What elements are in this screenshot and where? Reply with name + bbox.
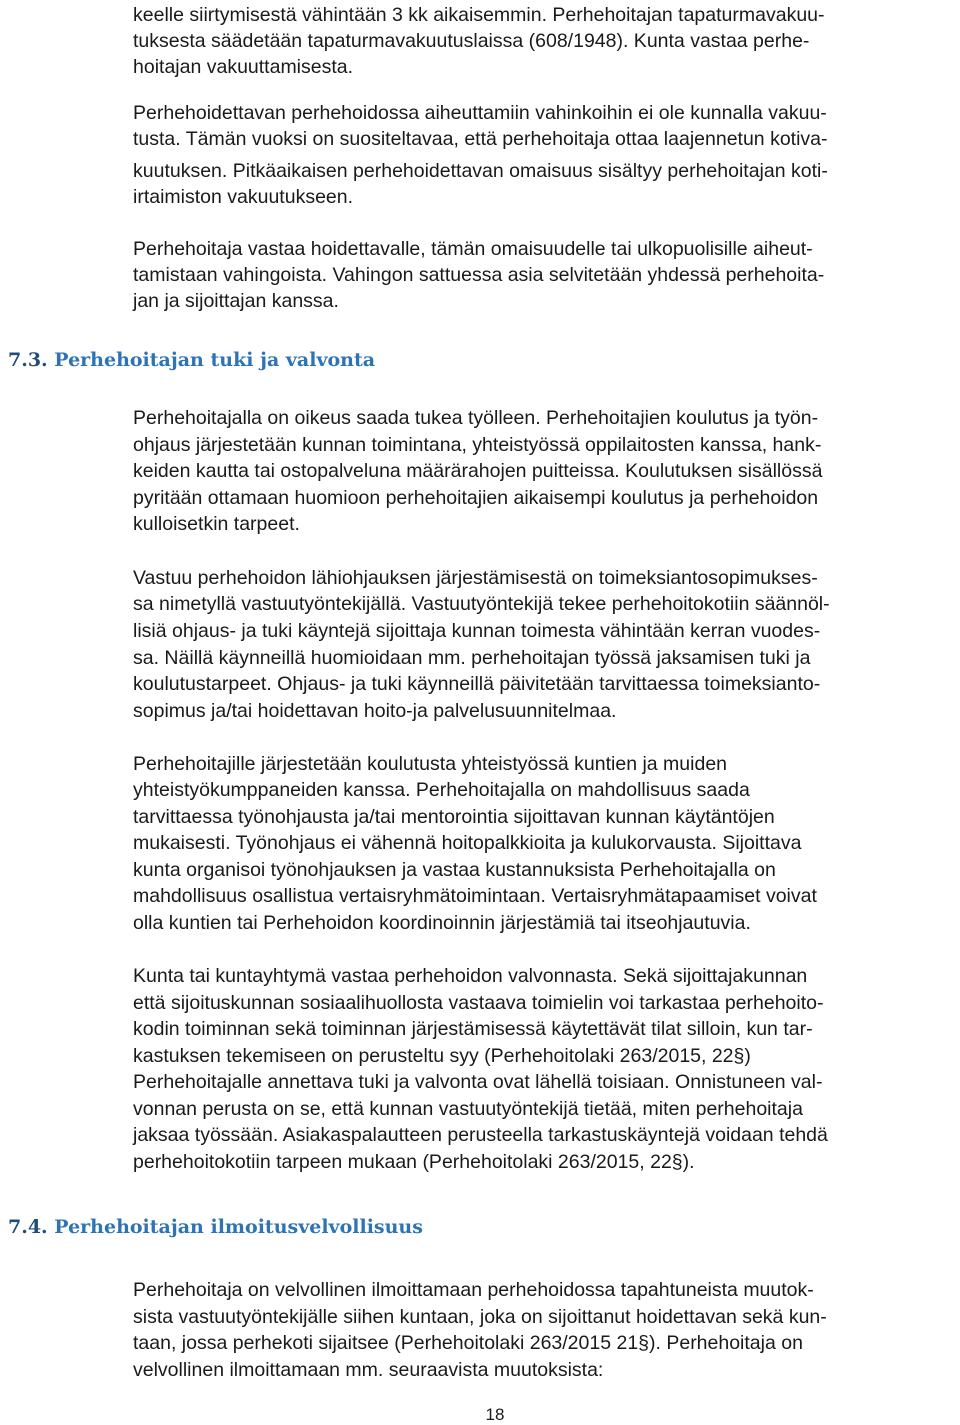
text-line: vonnan perusta on se, että kunnan vastuutyöntekijä tietää, miten perhehoitaja [133, 1098, 803, 1120]
text-line: kodin toiminnan sekä toiminnan järjestämisessä käytettävät tilat silloin, kun tar- [133, 1018, 813, 1040]
text-line: jan ja sijoittajan kanssa. [133, 290, 339, 312]
text-line: Kunta tai kuntayhtymä vastaa perhehoidon valvonnasta. Sekä sijoittajakunnan [133, 965, 808, 987]
text-line: sa. Näillä käynneillä huomioidaan mm. perhehoitajan työssä jaksamisen tuki ja [133, 647, 811, 669]
section-title: Perhehoitajan ilmoitusvelvollisuus [54, 1216, 423, 1238]
text-line: ohjaus järjestetään kunnan toimintana, yhteistyössä oppilaitosten kanssa, hank- [133, 434, 822, 456]
text-line: Vastuu perhehoidon lähiohjauksen järjestämisestä on toimeksiantosopimukses- [133, 567, 818, 589]
text-line: keelle siirtymisestä vähintään 3 kk aikaisemmin. Perhehoitajan tapaturmavakuu- [133, 4, 825, 26]
text-line: taan, jossa perhekoti sijaitsee (Perhehoitolaki 263/2015 21§). Perhehoitaja on [133, 1332, 803, 1354]
text-line: sista vastuutyöntekijälle siihen kuntaan, joka on sijoittanut hoidettavan sekä kun- [133, 1306, 827, 1328]
text-line: velvollinen ilmoittamaan mm. seuraavista muutoksista: [133, 1359, 604, 1381]
text-line: Perhehoitajille järjestetään koulutusta yhteistyössä kuntien ja muiden [133, 753, 728, 775]
text-line: yhteistyökumppaneiden kanssa. Perhehoitajalla on mahdollisuus saada [133, 779, 750, 801]
text-line: keiden kautta tai ostopalveluna määrärahojen puitteissa. Koulutuksen sisällössä [133, 460, 823, 482]
text-line: sa nimetyllä vastuutyöntekijällä. Vastuutyöntekijä tekee perhehoitokotiin säännöl- [133, 593, 830, 615]
text-line: kunta organisoi työnohjauksen ja vastaa kustannuksista Perhehoitajalla on [133, 859, 776, 881]
text-line: tusta. Tämän vuoksi on suositeltavaa, että perhehoitaja ottaa laajennetun kotiva- [133, 128, 828, 150]
text-line: Perhehoidettavan perhehoidossa aiheuttamiin vahinkoihin ei ole kunnalla vakuu- [133, 102, 827, 124]
section-number: 7.4. [8, 1216, 48, 1238]
text-line: mukaisesti. Työnohjaus ei vähennä hoitopalkkioita ja kulukorvausta. Sijoittava [133, 832, 802, 854]
text-line: tamistaan vahingoista. Vahingon sattuessa asia selvitetään yhdessä perhehoita- [133, 264, 825, 286]
text-line: Perhehoitajalle annettava tuki ja valvonta ovat lähellä toisiaan. Onnistuneen val- [133, 1071, 823, 1093]
text-line: kastuksen tekemiseen on perusteltu syy (Perhehoitolaki 263/2015, 22§) [133, 1045, 751, 1067]
section-number: 7.3. [8, 349, 48, 371]
text-line: perhehoitokotiin tarpeen mukaan (Perhehoitolaki 263/2015, 22§). [133, 1151, 695, 1173]
text-line: irtaimiston vakuutukseen. [133, 186, 354, 208]
text-line: kulloisetkin tarpeet. [133, 513, 300, 535]
text-line: mahdollisuus osallistua vertaisryhmätoimintaan. Vertaisryhmätapaamiset voivat [133, 885, 817, 907]
text-line: Perhehoitaja on velvollinen ilmoittamaan perhehoidossa tapahtuneista muutok- [133, 1279, 814, 1301]
text-line: että sijoituskunnan sosiaalihuollosta vastaava toimielin voi tarkastaa perhehoito- [133, 992, 824, 1014]
text-line: Perhehoitaja vastaa hoidettavalle, tämän omaisuudelle tai ulkopuolisille aiheut- [133, 238, 813, 260]
text-line: olla kuntien tai Perhehoidon koordinoinnin järjestämiä tai itseohjautuvia. [133, 912, 751, 934]
text-line: pyritään ottamaan huomioon perhehoitajien aikaisempi koulutus ja perhehoidon [133, 487, 819, 509]
page-number: 18 [485, 1405, 505, 1424]
text-line: tuksesta säädetään tapaturmavakuutuslaissa (608/1948). Kunta vastaa perhe- [133, 30, 810, 52]
text-line: hoitajan vakuuttamisesta. [133, 56, 354, 78]
section-title: Perhehoitajan tuki ja valvonta [54, 349, 376, 371]
section-heading-7-3 [8, 347, 375, 373]
text-line: sopimus ja/tai hoidettavan hoito-ja palvelusuunnitelmaa. [133, 700, 617, 722]
text-line: Perhehoitajalla on oikeus saada tukea työlleen. Perhehoitajien koulutus ja työn- [133, 407, 819, 429]
section-heading-7-4 [8, 1214, 423, 1240]
text-line: koulutustarpeet. Ohjaus- ja tuki käynneillä päivitetään tarvittaessa toimeksianto- [133, 673, 821, 695]
text-line: tarvittaessa työnohjausta ja/tai mentorointia sijoittavan kunnan käytäntöjen [133, 806, 775, 828]
text-line: kuutuksen. Pitkäaikaisen perhehoidettavan omaisuus sisältyy perhehoitajan koti- [133, 160, 828, 182]
text-line: lisiä ohjaus- ja tuki käyntejä sijoittaja kunnan toimesta vähintään kerran vuodes- [133, 620, 821, 642]
text-line: jaksaa työssään. Asiakaspalautteen perusteella tarkastuskäyntejä voidaan tehdä [133, 1124, 828, 1146]
